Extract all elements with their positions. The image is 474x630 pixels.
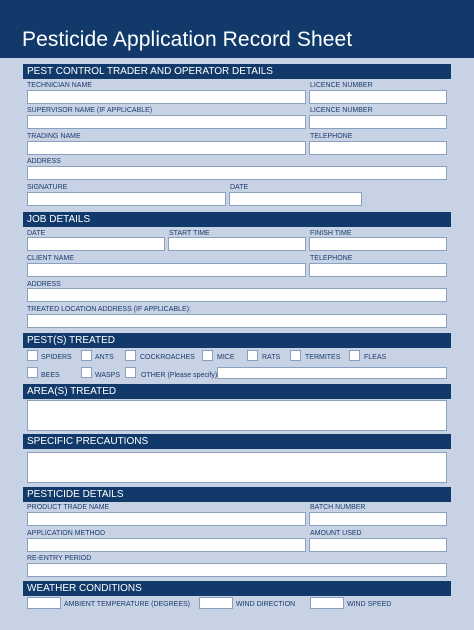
- client-telephone-field[interactable]: [309, 263, 447, 277]
- other-checkbox[interactable]: [125, 367, 136, 378]
- start-time-field[interactable]: [168, 237, 306, 251]
- specific-precautions-field[interactable]: [27, 452, 447, 483]
- operator-address-field[interactable]: [27, 166, 447, 180]
- treated-location-field[interactable]: [27, 314, 447, 328]
- cockroaches-checkbox[interactable]: [125, 350, 136, 361]
- cockroaches-label: COCKROACHES: [140, 354, 195, 361]
- reentry-period-field[interactable]: [27, 563, 447, 577]
- operator-address-label: ADDRESS: [27, 158, 61, 165]
- section-areas-heading: AREA(S) TREATED: [23, 384, 451, 399]
- application-method-field[interactable]: [27, 538, 306, 552]
- wasps-checkbox[interactable]: [81, 367, 92, 378]
- trading-name-label: TRADING NAME: [27, 133, 81, 140]
- reentry-period-label: RE-ENTRY PERIOD: [27, 555, 92, 562]
- client-address-label: ADDRESS: [27, 281, 61, 288]
- treated-location-label: TREATED LOCATION ADDRESS (IF APPLICABLE):: [27, 306, 191, 313]
- termites-label: TERMITES: [305, 354, 341, 361]
- wasps-label: WASPS: [95, 372, 121, 379]
- mice-checkbox[interactable]: [202, 350, 213, 361]
- supervisor-licence-number-label: LICENCE NUMBER: [310, 107, 373, 114]
- other-specify-field[interactable]: [217, 367, 447, 379]
- section-operator-heading: PEST CONTROL TRADER AND OPERATOR DETAILS: [23, 64, 451, 79]
- signature-date-field[interactable]: [229, 192, 362, 206]
- supervisor-name-field[interactable]: [27, 115, 306, 129]
- supervisor-licence-number-field[interactable]: [309, 115, 447, 129]
- client-address-field[interactable]: [27, 288, 447, 302]
- product-trade-name-field[interactable]: [27, 512, 306, 526]
- other-label: OTHER (Please specify): [141, 372, 218, 379]
- client-telephone-label: TELEPHONE: [310, 255, 353, 262]
- batch-number-label: BATCH NUMBER: [310, 504, 366, 511]
- ambient-temperature-field[interactable]: [27, 597, 61, 609]
- signature-label: SIGNATURE: [27, 184, 68, 191]
- bees-checkbox[interactable]: [27, 367, 38, 378]
- operator-telephone-field[interactable]: [309, 141, 447, 155]
- page-title: Pesticide Application Record Sheet: [22, 28, 353, 51]
- wind-speed-label: WIND SPEED: [347, 601, 392, 608]
- page-header: [0, 0, 474, 58]
- amount-used-field[interactable]: [309, 538, 447, 552]
- rats-label: RATS: [262, 354, 281, 361]
- termites-checkbox[interactable]: [290, 350, 301, 361]
- application-method-label: APPLICATION METHOD: [27, 530, 106, 537]
- signature-field[interactable]: [27, 192, 226, 206]
- fleas-checkbox[interactable]: [349, 350, 360, 361]
- batch-number-field[interactable]: [309, 512, 447, 526]
- trading-name-field[interactable]: [27, 141, 306, 155]
- areas-treated-field[interactable]: [27, 400, 447, 431]
- job-date-field[interactable]: [27, 237, 165, 251]
- job-date-label: DATE: [27, 230, 46, 237]
- operator-telephone-label: TELEPHONE: [310, 133, 353, 140]
- ants-label: ANTS: [95, 354, 114, 361]
- technician-name-field[interactable]: [27, 90, 306, 104]
- spiders-checkbox[interactable]: [27, 350, 38, 361]
- wind-direction-field[interactable]: [199, 597, 233, 609]
- section-weather-heading: WEATHER CONDITIONS: [23, 581, 451, 596]
- section-pesticide-heading: PESTICIDE DETAILS: [23, 487, 451, 502]
- fleas-label: FLEAS: [364, 354, 387, 361]
- section-job-heading: JOB DETAILS: [23, 212, 451, 227]
- licence-number-label: LICENCE NUMBER: [310, 82, 373, 89]
- product-trade-name-label: PRODUCT TRADE NAME: [27, 504, 110, 511]
- client-name-label: CLIENT NAME: [27, 255, 74, 262]
- section-precautions-heading: SPECIFIC PRECAUTIONS: [23, 434, 451, 449]
- start-time-label: START TIME: [169, 230, 210, 237]
- bees-label: BEES: [41, 372, 60, 379]
- technician-name-label: TECHNICIAN NAME: [27, 82, 92, 89]
- amount-used-label: AMOUNT USED: [310, 530, 362, 537]
- spiders-label: SPIDERS: [41, 354, 72, 361]
- wind-direction-label: WIND DIRECTION: [236, 601, 296, 608]
- finish-time-field[interactable]: [309, 237, 447, 251]
- mice-label: MICE: [217, 354, 235, 361]
- licence-number-field[interactable]: [309, 90, 447, 104]
- finish-time-label: FINISH TIME: [310, 230, 352, 237]
- ambient-temperature-label: AMBIENT TEMPERATURE (DEGREES): [64, 601, 191, 608]
- ants-checkbox[interactable]: [81, 350, 92, 361]
- rats-checkbox[interactable]: [247, 350, 258, 361]
- client-name-field[interactable]: [27, 263, 306, 277]
- section-pests-heading: PEST(S) TREATED: [23, 333, 451, 348]
- wind-speed-field[interactable]: [310, 597, 344, 609]
- signature-date-label: DATE: [230, 184, 249, 191]
- supervisor-name-label: SUPERVISOR NAME (IF APPLICABLE): [27, 107, 153, 114]
